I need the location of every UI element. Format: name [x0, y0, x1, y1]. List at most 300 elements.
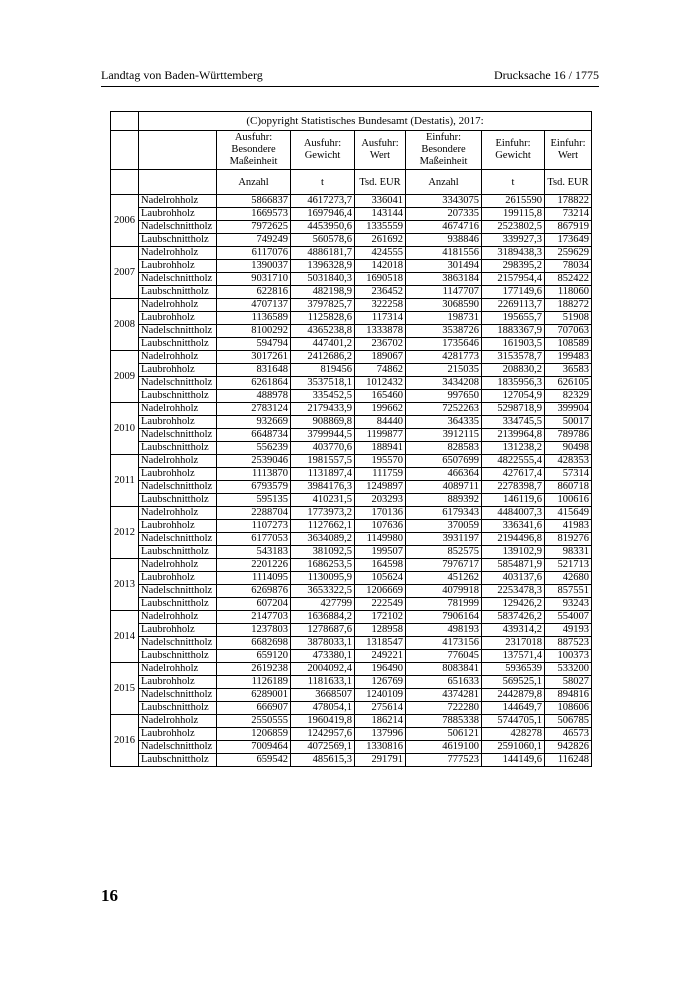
value-cell: 161903,5 — [482, 338, 545, 351]
value-cell: 860718 — [545, 481, 592, 494]
table-row — [111, 728, 592, 741]
value-cell: 819456 — [291, 364, 355, 377]
value-cell: 2550555 — [217, 715, 291, 728]
row-label: Nadelschnittholz — [139, 481, 217, 494]
value-cell: 195655,7 — [482, 312, 545, 325]
value-cell: 789786 — [545, 429, 592, 442]
value-cell: 5854871,9 — [482, 559, 545, 572]
value-cell: 1107273 — [217, 520, 291, 533]
row-label: Laubschnittholz — [139, 390, 217, 403]
table-row — [111, 273, 592, 286]
value-cell: 498193 — [406, 624, 482, 637]
value-cell: 6507699 — [406, 455, 482, 468]
value-cell: 1669573 — [217, 208, 291, 221]
value-cell: 569525,1 — [482, 676, 545, 689]
table-row — [111, 663, 592, 676]
table-row — [111, 442, 592, 455]
year-cell: 2008 — [111, 299, 139, 351]
value-cell: 1113870 — [217, 468, 291, 481]
value-cell: 90498 — [545, 442, 592, 455]
table-row — [111, 598, 592, 611]
value-cell: 1735646 — [406, 338, 482, 351]
value-cell: 831648 — [217, 364, 291, 377]
value-cell: 127054,9 — [482, 390, 545, 403]
value-cell: 2147703 — [217, 611, 291, 624]
value-cell: 4072569,1 — [291, 741, 355, 754]
row-label: Nadelrohholz — [139, 247, 217, 260]
value-cell: 1114095 — [217, 572, 291, 585]
value-cell: 108589 — [545, 338, 592, 351]
value-cell: 2288704 — [217, 507, 291, 520]
value-cell: 208830,2 — [482, 364, 545, 377]
table-row — [111, 611, 592, 624]
value-cell: 198731 — [406, 312, 482, 325]
value-cell: 595135 — [217, 494, 291, 507]
value-cell: 1206669 — [355, 585, 406, 598]
row-label: Nadelschnittholz — [139, 221, 217, 234]
value-cell: 100616 — [545, 494, 592, 507]
value-cell: 131238,2 — [482, 442, 545, 455]
table-row — [111, 481, 592, 494]
table-row — [111, 416, 592, 429]
empty-cell — [111, 170, 139, 195]
value-cell: 2253478,3 — [482, 585, 545, 598]
value-cell: 298395,2 — [482, 260, 545, 273]
value-cell: 777523 — [406, 754, 482, 767]
value-cell: 4484007,3 — [482, 507, 545, 520]
row-label: Nadelschnittholz — [139, 689, 217, 702]
year-cell: 2014 — [111, 611, 139, 663]
table-row — [111, 260, 592, 273]
value-cell: 447401,2 — [291, 338, 355, 351]
value-cell: 1690518 — [355, 273, 406, 286]
value-cell: 100373 — [545, 650, 592, 663]
table-row — [111, 325, 592, 338]
value-cell: 1125828,6 — [291, 312, 355, 325]
table-row — [111, 624, 592, 637]
table-row — [111, 585, 592, 598]
row-label: Laubschnittholz — [139, 286, 217, 299]
value-cell: 165460 — [355, 390, 406, 403]
value-cell: 5936539 — [482, 663, 545, 676]
value-cell: 41983 — [545, 520, 592, 533]
unit-cell: Tsd. EUR — [545, 170, 592, 195]
row-label: Nadelschnittholz — [139, 533, 217, 546]
value-cell: 195570 — [355, 455, 406, 468]
row-label: Laubschnittholz — [139, 598, 217, 611]
value-cell: 82329 — [545, 390, 592, 403]
value-cell: 189067 — [355, 351, 406, 364]
table-row — [111, 533, 592, 546]
table-row — [111, 195, 592, 208]
row-label: Nadelschnittholz — [139, 637, 217, 650]
empty-cell — [139, 131, 217, 170]
value-cell: 4822555,4 — [482, 455, 545, 468]
value-cell: 781999 — [406, 598, 482, 611]
value-cell: 7252263 — [406, 403, 482, 416]
empty-cell — [111, 112, 139, 131]
value-cell: 364335 — [406, 416, 482, 429]
value-cell: 301494 — [406, 260, 482, 273]
value-cell: 556239 — [217, 442, 291, 455]
value-cell: 1396328,9 — [291, 260, 355, 273]
value-cell: 659542 — [217, 754, 291, 767]
value-cell: 199507 — [355, 546, 406, 559]
value-cell: 335452,5 — [291, 390, 355, 403]
value-cell: 4181556 — [406, 247, 482, 260]
row-label: Laubschnittholz — [139, 234, 217, 247]
value-cell: 118060 — [545, 286, 592, 299]
value-cell: 6289001 — [217, 689, 291, 702]
row-label: Nadelrohholz — [139, 663, 217, 676]
value-cell: 4619100 — [406, 741, 482, 754]
value-cell: 322258 — [355, 299, 406, 312]
value-cell: 428278 — [482, 728, 545, 741]
table-row — [111, 455, 592, 468]
row-label: Laubschnittholz — [139, 650, 217, 663]
value-cell: 722280 — [406, 702, 482, 715]
value-cell: 215035 — [406, 364, 482, 377]
value-cell: 5298718,9 — [482, 403, 545, 416]
row-label: Nadelrohholz — [139, 715, 217, 728]
value-cell: 1697946,4 — [291, 208, 355, 221]
value-cell: 336341,6 — [482, 520, 545, 533]
value-cell: 117314 — [355, 312, 406, 325]
year-cell: 2016 — [111, 715, 139, 767]
value-cell: 1206859 — [217, 728, 291, 741]
row-label: Laubschnittholz — [139, 702, 217, 715]
value-cell: 403137,6 — [482, 572, 545, 585]
value-cell: 5744705,1 — [482, 715, 545, 728]
value-cell: 942826 — [545, 741, 592, 754]
value-cell: 2004092,4 — [291, 663, 355, 676]
value-cell: 428353 — [545, 455, 592, 468]
value-cell: 1390037 — [217, 260, 291, 273]
row-label: Nadelrohholz — [139, 455, 217, 468]
table-row — [111, 312, 592, 325]
table-row — [111, 650, 592, 663]
value-cell: 889392 — [406, 494, 482, 507]
value-cell: 1636884,2 — [291, 611, 355, 624]
value-cell: 415649 — [545, 507, 592, 520]
table-row — [111, 390, 592, 403]
value-cell: 1773973,2 — [291, 507, 355, 520]
page-header — [101, 66, 599, 87]
value-cell: 3668507 — [291, 689, 355, 702]
value-cell: 4707137 — [217, 299, 291, 312]
value-cell: 1012432 — [355, 377, 406, 390]
value-cell: 7906164 — [406, 611, 482, 624]
value-cell: 466364 — [406, 468, 482, 481]
value-cell: 1127662,1 — [291, 520, 355, 533]
value-cell: 107636 — [355, 520, 406, 533]
value-cell: 857551 — [545, 585, 592, 598]
value-cell: 473380,1 — [291, 650, 355, 663]
table-title: (C)opyright Statistisches Bundesamt (Destatis), 2017: — [139, 112, 592, 131]
value-cell: 57314 — [545, 468, 592, 481]
row-label: Laubrohholz — [139, 728, 217, 741]
value-cell: 938846 — [406, 234, 482, 247]
row-label: Laubschnittholz — [139, 546, 217, 559]
value-cell: 199115,8 — [482, 208, 545, 221]
value-cell: 1130095,9 — [291, 572, 355, 585]
row-label: Laubrohholz — [139, 468, 217, 481]
value-cell: 478054,1 — [291, 702, 355, 715]
value-cell: 36583 — [545, 364, 592, 377]
value-cell: 1318547 — [355, 637, 406, 650]
value-cell: 1126189 — [217, 676, 291, 689]
value-cell: 3343075 — [406, 195, 482, 208]
value-cell: 128958 — [355, 624, 406, 637]
value-cell: 275614 — [355, 702, 406, 715]
table-row — [111, 221, 592, 234]
value-cell: 819276 — [545, 533, 592, 546]
value-cell: 2412686,2 — [291, 351, 355, 364]
value-cell: 533200 — [545, 663, 592, 676]
value-cell: 5031840,3 — [291, 273, 355, 286]
value-cell: 607204 — [217, 598, 291, 611]
value-cell: 1242957,6 — [291, 728, 355, 741]
column-header-row — [111, 131, 592, 170]
row-label: Laubrohholz — [139, 260, 217, 273]
row-label: Nadelschnittholz — [139, 429, 217, 442]
table-row — [111, 741, 592, 754]
value-cell: 6648734 — [217, 429, 291, 442]
value-cell: 105624 — [355, 572, 406, 585]
year-cell: 2013 — [111, 559, 139, 611]
row-label: Laubrohholz — [139, 312, 217, 325]
row-label: Laubschnittholz — [139, 442, 217, 455]
year-cell: 2007 — [111, 247, 139, 299]
row-label: Nadelschnittholz — [139, 585, 217, 598]
table-row — [111, 364, 592, 377]
value-cell: 146119,6 — [482, 494, 545, 507]
value-cell: 236452 — [355, 286, 406, 299]
value-cell: 8100292 — [217, 325, 291, 338]
value-cell: 2615590 — [482, 195, 545, 208]
value-cell: 5837426,2 — [482, 611, 545, 624]
table-row — [111, 507, 592, 520]
value-cell: 2783124 — [217, 403, 291, 416]
table-row — [111, 247, 592, 260]
page-number: 16 — [101, 886, 118, 905]
value-cell: 852575 — [406, 546, 482, 559]
value-cell: 482198,9 — [291, 286, 355, 299]
table-row — [111, 494, 592, 507]
value-cell: 506785 — [545, 715, 592, 728]
empty-cell — [139, 170, 217, 195]
value-cell: 178822 — [545, 195, 592, 208]
value-cell: 137571,4 — [482, 650, 545, 663]
value-cell: 334745,5 — [482, 416, 545, 429]
row-label: Laubschnittholz — [139, 338, 217, 351]
column-header: Ausfuhr: Besondere Maßeinheit — [217, 131, 291, 170]
value-cell: 521713 — [545, 559, 592, 572]
value-cell: 6177053 — [217, 533, 291, 546]
value-cell: 336041 — [355, 195, 406, 208]
value-cell: 188941 — [355, 442, 406, 455]
table-title-row — [111, 112, 592, 131]
table-row — [111, 338, 592, 351]
value-cell: 749249 — [217, 234, 291, 247]
unit-cell: t — [291, 170, 355, 195]
value-cell: 543183 — [217, 546, 291, 559]
column-header: Einfuhr: Wert — [545, 131, 592, 170]
value-cell: 451262 — [406, 572, 482, 585]
value-cell: 291791 — [355, 754, 406, 767]
year-cell: 2011 — [111, 455, 139, 507]
value-cell: 867919 — [545, 221, 592, 234]
value-cell: 1330816 — [355, 741, 406, 754]
value-cell: 3537518,1 — [291, 377, 355, 390]
value-cell: 2269113,7 — [482, 299, 545, 312]
value-cell: 2194496,8 — [482, 533, 545, 546]
value-cell: 2523802,5 — [482, 221, 545, 234]
value-cell: 3434208 — [406, 377, 482, 390]
row-label: Nadelrohholz — [139, 507, 217, 520]
value-cell: 50017 — [545, 416, 592, 429]
value-cell: 1249897 — [355, 481, 406, 494]
row-label: Nadelrohholz — [139, 299, 217, 312]
column-header: Einfuhr: Besondere Maßeinheit — [406, 131, 482, 170]
value-cell: 410231,5 — [291, 494, 355, 507]
value-cell: 488978 — [217, 390, 291, 403]
row-label: Nadelrohholz — [139, 403, 217, 416]
value-cell: 1136589 — [217, 312, 291, 325]
value-cell: 2317018 — [482, 637, 545, 650]
value-cell: 3799944,5 — [291, 429, 355, 442]
value-cell: 1335559 — [355, 221, 406, 234]
value-cell: 2619238 — [217, 663, 291, 676]
value-cell: 144149,6 — [482, 754, 545, 767]
value-cell: 137996 — [355, 728, 406, 741]
year-cell: 2006 — [111, 195, 139, 247]
table-row — [111, 351, 592, 364]
value-cell: 852422 — [545, 273, 592, 286]
value-cell: 2278398,7 — [482, 481, 545, 494]
row-label: Laubschnittholz — [139, 754, 217, 767]
table-row — [111, 286, 592, 299]
value-cell: 1240109 — [355, 689, 406, 702]
value-cell: 4374281 — [406, 689, 482, 702]
value-cell: 370059 — [406, 520, 482, 533]
value-cell: 424555 — [355, 247, 406, 260]
value-cell: 6261864 — [217, 377, 291, 390]
unit-cell: Anzahl — [217, 170, 291, 195]
value-cell: 1278687,6 — [291, 624, 355, 637]
value-cell: 3189438,3 — [482, 247, 545, 260]
value-cell: 894816 — [545, 689, 592, 702]
row-label: Nadelrohholz — [139, 611, 217, 624]
value-cell: 93243 — [545, 598, 592, 611]
value-cell: 560578,6 — [291, 234, 355, 247]
row-label: Nadelrohholz — [139, 559, 217, 572]
value-cell: 2179433,9 — [291, 403, 355, 416]
value-cell: 173649 — [545, 234, 592, 247]
value-cell: 1237803 — [217, 624, 291, 637]
row-label: Nadelrohholz — [139, 195, 217, 208]
value-cell: 7976717 — [406, 559, 482, 572]
value-cell: 6269876 — [217, 585, 291, 598]
value-cell: 73214 — [545, 208, 592, 221]
value-cell: 2139964,8 — [482, 429, 545, 442]
table-row — [111, 637, 592, 650]
value-cell: 259629 — [545, 247, 592, 260]
value-cell: 651633 — [406, 676, 482, 689]
value-cell: 236702 — [355, 338, 406, 351]
value-cell: 196490 — [355, 663, 406, 676]
value-cell: 4365238,8 — [291, 325, 355, 338]
value-cell: 6117076 — [217, 247, 291, 260]
table-row — [111, 702, 592, 715]
value-cell: 261692 — [355, 234, 406, 247]
value-cell: 3153578,7 — [482, 351, 545, 364]
value-cell: 188272 — [545, 299, 592, 312]
table-row — [111, 546, 592, 559]
value-cell: 111759 — [355, 468, 406, 481]
value-cell: 3797825,7 — [291, 299, 355, 312]
value-cell: 7885338 — [406, 715, 482, 728]
row-label: Laubrohholz — [139, 676, 217, 689]
value-cell: 6793579 — [217, 481, 291, 494]
value-cell: 3634089,2 — [291, 533, 355, 546]
value-cell: 997650 — [406, 390, 482, 403]
value-cell: 403770,6 — [291, 442, 355, 455]
value-cell: 98331 — [545, 546, 592, 559]
row-label: Laubrohholz — [139, 364, 217, 377]
value-cell: 3068590 — [406, 299, 482, 312]
value-cell: 4453950,6 — [291, 221, 355, 234]
year-cell: 2010 — [111, 403, 139, 455]
empty-cell — [111, 131, 139, 170]
table-row — [111, 299, 592, 312]
value-cell: 707063 — [545, 325, 592, 338]
value-cell: 129426,2 — [482, 598, 545, 611]
header-title: Landtag von Baden-Württemberg — [101, 68, 263, 82]
value-cell: 399904 — [545, 403, 592, 416]
value-cell: 554007 — [545, 611, 592, 624]
value-cell: 7009464 — [217, 741, 291, 754]
value-cell: 594794 — [217, 338, 291, 351]
value-cell: 2539046 — [217, 455, 291, 468]
row-label: Laubschnittholz — [139, 494, 217, 507]
value-cell: 164598 — [355, 559, 406, 572]
value-cell: 6179343 — [406, 507, 482, 520]
value-cell: 2157954,4 — [482, 273, 545, 286]
row-label: Laubrohholz — [139, 520, 217, 533]
value-cell: 3653322,5 — [291, 585, 355, 598]
value-cell: 3984176,3 — [291, 481, 355, 494]
value-cell: 203293 — [355, 494, 406, 507]
value-cell: 439314,2 — [482, 624, 545, 637]
value-cell: 3017261 — [217, 351, 291, 364]
year-cell: 2009 — [111, 351, 139, 403]
value-cell: 78034 — [545, 260, 592, 273]
value-cell: 2442879,8 — [482, 689, 545, 702]
value-cell: 2201226 — [217, 559, 291, 572]
value-cell: 828583 — [406, 442, 482, 455]
value-cell: 142018 — [355, 260, 406, 273]
value-cell: 3931197 — [406, 533, 482, 546]
value-cell: 7972625 — [217, 221, 291, 234]
value-cell: 622816 — [217, 286, 291, 299]
unit-cell: t — [482, 170, 545, 195]
value-cell: 170136 — [355, 507, 406, 520]
value-cell: 4674716 — [406, 221, 482, 234]
value-cell: 108606 — [545, 702, 592, 715]
table-body — [111, 112, 592, 767]
value-cell: 1686253,5 — [291, 559, 355, 572]
